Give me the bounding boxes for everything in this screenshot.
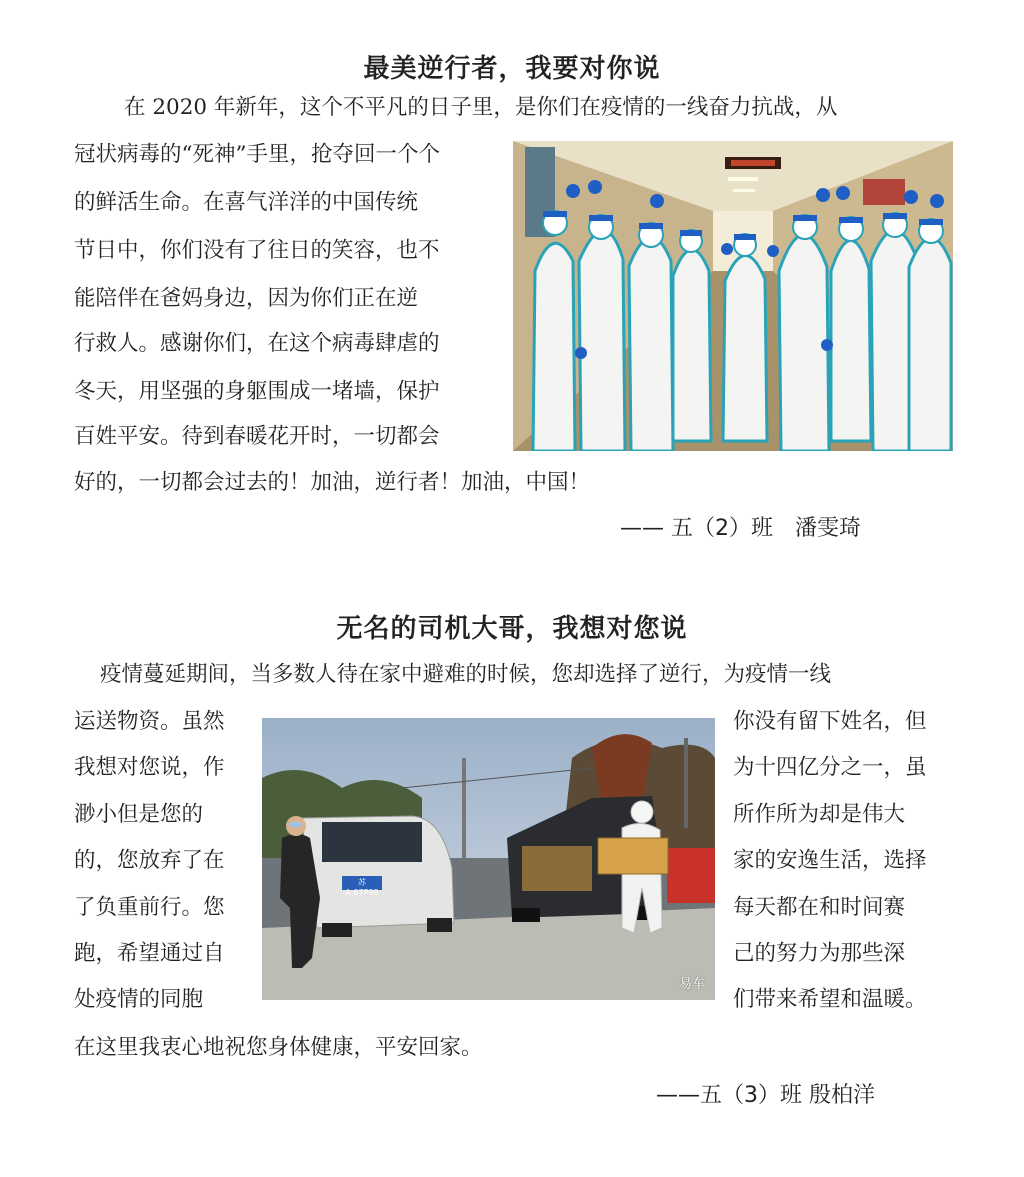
article2-left-line-2: 我想对您说，作 xyxy=(74,755,225,780)
article2-last-line: 在这里我衷心地祝您身体健康，平安回家。 xyxy=(74,1035,483,1060)
article1-line-5: 能陪伴在爸妈身边，因为你们正在逆 xyxy=(74,286,419,311)
article1-last-line: 好的，一切都会过去的！加油，逆行者！加油，中国！ xyxy=(74,470,591,495)
article1-title: 最美逆行者，我要对你说 xyxy=(363,54,661,84)
photo-watermark: 易车 xyxy=(678,977,705,992)
article2-first-line: 疫情蔓延期间，当多数人待在家中避难的时候，您却选择了逆行，为疫情一线 xyxy=(100,662,832,687)
article1-line-6: 行救人。感谢你们，在这个病毒肆虐的 xyxy=(74,331,440,356)
article2-right-line-6: 己的努力为那些深 xyxy=(733,941,906,966)
article2-title: 无名的司机大哥，我想对您说 xyxy=(336,614,688,644)
medical-team-illustration xyxy=(513,141,953,451)
article2-right-line-7: 们带来希望和温暖。 xyxy=(733,987,927,1012)
article1-line-2: 冠状病毒的“死神”手里，抢夺回一个个 xyxy=(74,142,440,167)
delivery-illustration xyxy=(262,718,715,1000)
article1-line-7: 冬天，用坚强的身躯围成一堵墙，保护 xyxy=(74,379,440,404)
delivery-photo xyxy=(262,718,715,1000)
article2-left-line-5: 了负重前行。您 xyxy=(74,895,225,920)
article1-line-3: 的鲜活生命。在喜气洋洋的中国传统 xyxy=(74,190,419,215)
article2-left-line-4: 的，您放弃了在 xyxy=(74,848,225,873)
article1-line-4: 节日中，你们没有了往日的笑容，也不 xyxy=(74,238,440,263)
article1-signature: —— 五（2）班 潘雯琦 xyxy=(620,516,861,541)
medical-team-photo xyxy=(513,141,953,451)
article2-left-line-3: 渺小但是您的 xyxy=(74,802,204,827)
article2-right-line-2: 为十四亿分之一，虽 xyxy=(733,755,927,780)
article2-left-line-1: 运送物资。虽然 xyxy=(74,709,225,734)
article2-right-line-3: 所作所为却是伟大 xyxy=(733,802,906,827)
article1-first-line: 在 2020 年新年，这个不平凡的日子里，是你们在疫情的一线奋力抗战，从 xyxy=(124,95,838,120)
article1-line-8: 百姓平安。待到春暖花开时，一切都会 xyxy=(74,424,440,449)
article2-right-line-5: 每天都在和时间赛 xyxy=(733,895,906,920)
article2-signature: ——五（3）班 殷柏洋 xyxy=(656,1083,875,1108)
license-plate: 苏A·67P99 xyxy=(345,878,379,897)
article2-left-line-7: 处疫情的同胞 xyxy=(74,987,204,1012)
article2-right-line-1: 你没有留下姓名，但 xyxy=(733,709,927,734)
article2-right-line-4: 家的安逸生活，选择 xyxy=(733,848,927,873)
article2-left-line-6: 跑，希望通过自 xyxy=(74,941,225,966)
